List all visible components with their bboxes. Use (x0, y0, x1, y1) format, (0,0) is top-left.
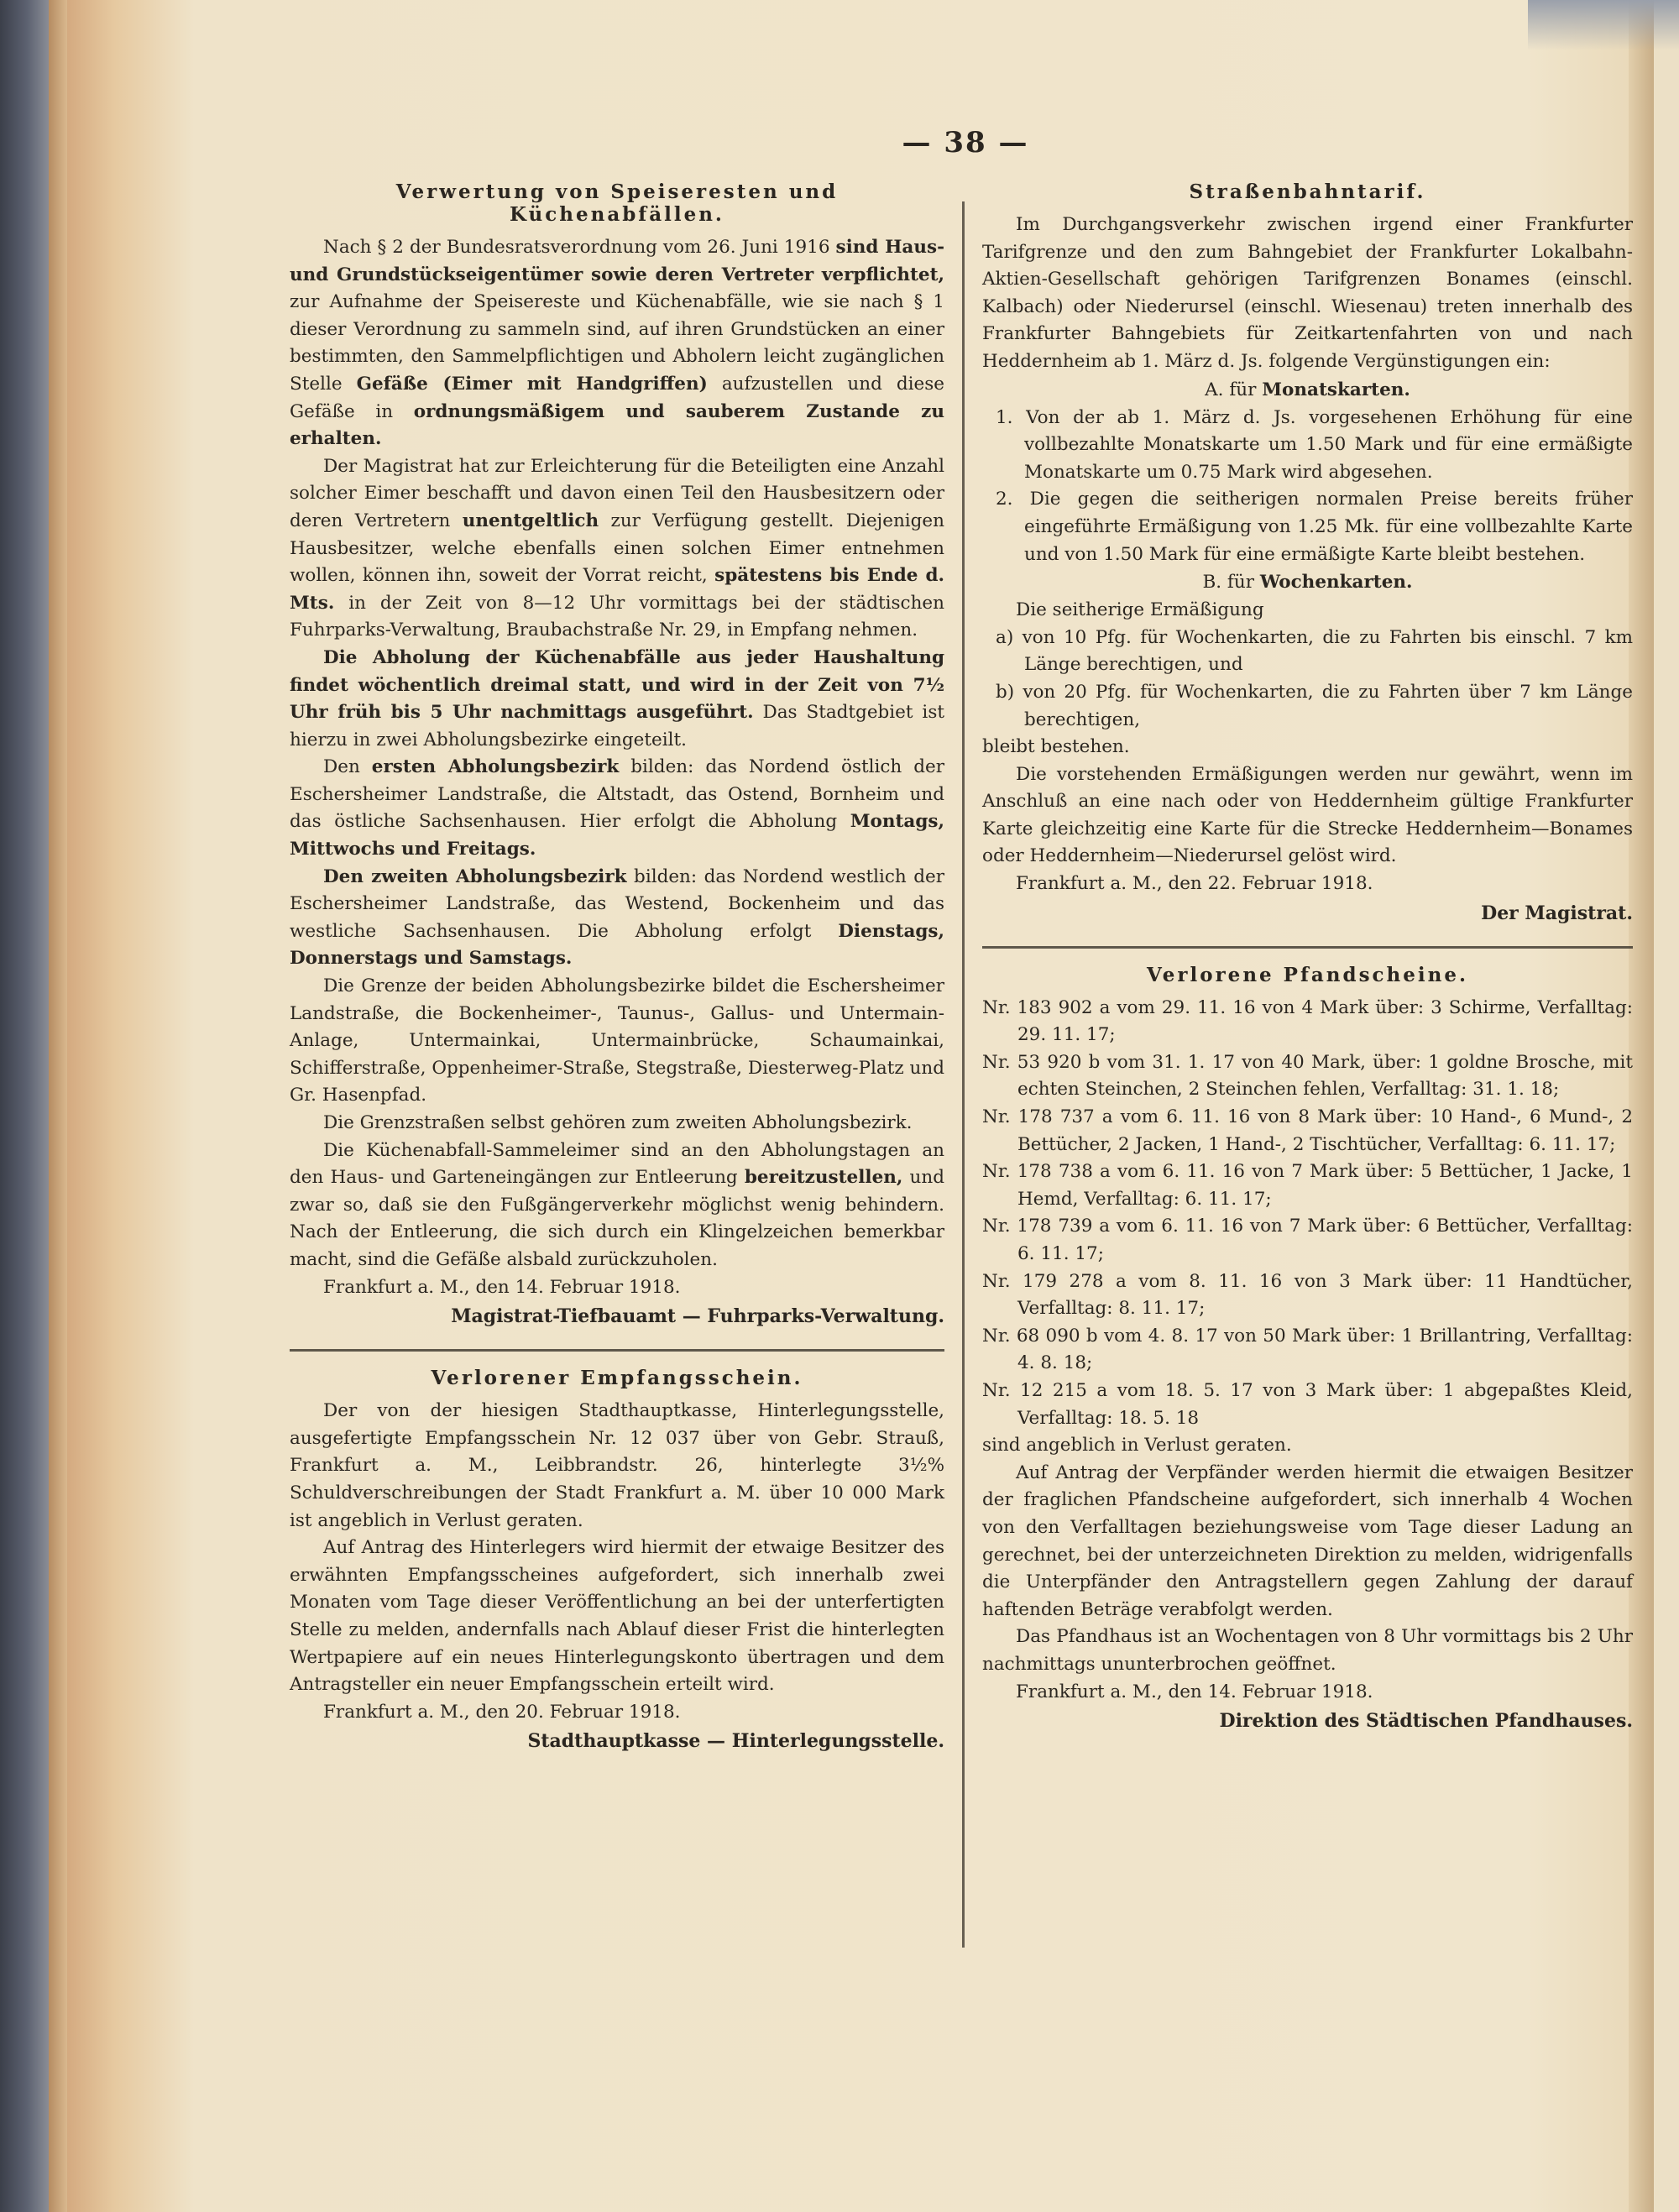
paragraph (290, 754, 944, 863)
paragraph (290, 864, 944, 973)
text: A. für (1205, 379, 1263, 400)
column-divider (962, 201, 965, 1948)
dateline: Frankfurt a. M., den 14. Februar 1918. (1016, 1681, 1373, 1702)
page-number: — 38 — (902, 126, 1029, 159)
paragraph: Auf Antrag des Hinterlegers wird hiermit der etwaige Besitzer des erwähnten Empfangsscheines aufgefordert, sich innerhalb zwei Monaten vom Tage dieser Veröffentlichung an bei der unterfertigten Stelle zu melden, andernfalls nach Ablauf dieser Frist die hinterlegten Wertpapiere auf ein neues Hinterlegungskonto übertragen und dem Antragsteller ein neuer Empfangsschein erteilt wird. (290, 1537, 944, 1696)
text: B. für (1202, 572, 1260, 594)
section-title-empfangsschein: Verlorener Empfangsschein. (431, 1367, 803, 1390)
dateline: Frankfurt a. M., den 14. Februar 1918. (323, 1276, 681, 1298)
bold-text: ordnungsmäßigem und sauberem Zustande zu erhalten. (290, 400, 944, 450)
subheading-wochenkarten (982, 568, 1633, 597)
pawn-ticket-entry: Nr. 178 737 a vom 6. 11. 16 von 8 Mark über: 10 Hand-, 6 Mund-, 2 Bettücher, 2 Jacken, 1 Hand-, 2 Tischtücher, Verfalltag: 6. 11. 17; (982, 1106, 1633, 1155)
list-item: a) von 10 Pfg. für Wochenkarten, die zu Fahrten bis einschl. 7 km Länge berechtigen, und (996, 626, 1633, 676)
pawn-ticket-entry: Nr. 12 215 a vom 18. 5. 17 von 3 Mark über: 1 abgepaßtes Kleid, Verfalltag: 18. 5. 18 (982, 1379, 1633, 1429)
signature: Stadthauptkasse — Hinterlegungsstelle. (527, 1730, 944, 1753)
paragraph (290, 645, 944, 754)
signature: Magistrat-Tiefbauamt — Fuhrparks-Verwaltung. (451, 1305, 944, 1328)
bold-text: sind Haus- und Grundstückseigentümer sowie deren Vertreter verpflichtet, (290, 237, 945, 285)
paragraph (290, 453, 944, 645)
text: Das Stadtgebiet ist hierzu in zwei Abholungsbezirke eingeteilt. (290, 702, 944, 750)
paragraph: Die Grenze der beiden Abholungsbezirke bildet die Eschersheimer Landstraße, die Bockenheimer-, Taunus-, Gallus- und Untermain-Anlage, Untermainkai, Untermainbrücke, Schaumainkai, Schifferstraße, Oppenheimer-Straße, Stegstraße, Diesterweg-Platz und Gr. Hasenpfad. (290, 975, 944, 1106)
dateline: Frankfurt a. M., den 22. Februar 1918. (1016, 873, 1373, 895)
section-rule (290, 1349, 944, 1352)
paragraph: bleibt bestehen. (982, 736, 1130, 758)
paragraph: sind angeblich in Verlust geraten. (982, 1435, 1292, 1456)
list-item: 1. Von der ab 1. März d. Js. vorgesehenen Erhöhung für eine vollbezahlte Monatskarte um 1.50 Mark und für eine ermäßigte Monatskarte um 0.75 Mark wird abgesehen. (996, 406, 1633, 483)
bold-text: Die Abholung der Küchenabfälle aus jeder Haushaltung findet wöchentlich dreimal statt, und wird in der Zeit von 7½ Uhr früh bis 5 Uhr nachmittags ausgeführt. (290, 646, 944, 724)
paragraph: Die Grenzstraßen selbst gehören zum zweiten Abholungsbezirk. (323, 1112, 913, 1133)
paragraph: Die vorstehenden Ermäßigungen werden nur gewährt, wenn im Anschluß an eine nach oder von Heddernheim gültige Frankfurter Karte gleichzeitig eine Karte für die Strecke Heddernheim—Bonames oder Heddernheim—Niederursel gelöst wird. (982, 763, 1633, 867)
list-item: b) von 20 Pfg. für Wochenkarten, die zu Fahrten über 7 km Länge berechtigen, (996, 681, 1633, 730)
pawn-ticket-entry: Nr. 183 902 a vom 29. 11. 16 von 4 Mark über: 3 Schirme, Verfalltag: 29. 11. 17; (982, 996, 1633, 1046)
bold-text: bereitzustellen, (744, 1167, 903, 1189)
pawn-ticket-entry: Nr. 178 738 a vom 6. 11. 16 von 7 Mark über: 5 Bettücher, 1 Jacke, 1 Hemd, Verfalltag: 6. 11. 17; (982, 1161, 1633, 1210)
paragraph (290, 1137, 944, 1274)
bold-text: Den zweiten Abholungsbezirk (323, 865, 627, 887)
pawn-ticket-entry: Nr. 178 739 a vom 6. 11. 16 von 7 Mark über: 6 Bettücher, Verfalltag: 6. 11. 17; (982, 1216, 1633, 1264)
paragraph: Im Durchgangsverkehr zwischen irgend einer Frankfurter Tarifgrenze und den zum Bahngebiet der Frankfurter Lokalbahn-Aktien-Gesellschaft gehörigen Tarifgrenzen Bonames (einschl. Kalbach) oder Niederursel (einschl. Wiesenau) treten innerhalb des Frankfurter Bahngebiets für Zeitkartenfahrten von und nach Heddernheim ab 1. März d. Js. folgende Vergünstigungen ein: (982, 214, 1633, 372)
subheading-monatskarten (982, 376, 1633, 405)
signature: Direktion des Städtischen Pfandhauses. (1219, 1710, 1633, 1733)
cover-corner (1528, 0, 1679, 50)
page-gutter (49, 0, 67, 2212)
paragraph (290, 234, 944, 453)
text: in der Zeit von 8—12 Uhr vormittags bei der städtischen Fuhrparks-Verwaltung, Braubachstraße Nr. 29, in Empfang nehmen. (290, 592, 944, 641)
pawn-ticket-entry: Nr. 53 920 b vom 31. 1. 17 von 40 Mark, über: 1 goldne Brosche, mit echten Steinchen, 2 Steinchen fehlen, Verfalltag: 31. 1. 18; (982, 1051, 1633, 1101)
paragraph: Der von der hiesigen Stadthauptkasse, Hinterlegungsstelle, ausgefertigte Empfangsschein Nr. 12 037 über von Gebr. Strauß, Frankfurt a. M., Leibbrandstr. 26, hinterlegte 3½% Schuldverschreibungen der Stadt Frankfurt a. M. über 10 000 Mark ist angeblich in Verlust geraten. (290, 1400, 944, 1531)
pawn-ticket-entry: Nr. 68 090 b vom 4. 8. 17 von 50 Mark über: 1 Brillantring, Verfalltag: 4. 8. 18; (982, 1325, 1633, 1374)
bold-text: Gefäße (Eimer mit Handgriffen) (356, 373, 708, 395)
bold-text: Montags, Mittwochs und Freitags. (290, 811, 944, 860)
text: zur Verfügung gestellt. Diejenigen Hausbesitzer, welche ebenfalls einen solchen Eimer entnehmen wollen, können ihn, soweit der Vorrat reicht, (290, 510, 945, 587)
dateline: Frankfurt a. M., den 20. Februar 1918. (323, 1701, 681, 1723)
text: aufzustellen und diese Gefäße in (290, 373, 944, 422)
text: bilden: das Nordend westlich der Eschersheimer Landstraße, das Westend, Bockenheim und das westliche Sachsenhausen. Die Abholung erfolgt (290, 865, 944, 942)
left-column (290, 180, 944, 1755)
section-rule (982, 946, 1633, 949)
text: Die Küchenabfall-Sammeleimer sind an den Abholungstagen an den Haus- und Garteneingängen zur Entleerung (290, 1139, 944, 1189)
text: Den (323, 756, 372, 778)
right-column (982, 180, 1633, 1735)
signature: Der Magistrat. (1481, 902, 1633, 924)
bold-text: spätestens bis Ende d. Mts. (290, 565, 944, 614)
bold-text: unentgeltlich (462, 510, 599, 531)
book-binding (0, 0, 49, 2212)
paragraph: Die seitherige Ermäßigung (1016, 599, 1264, 621)
paragraph: Auf Antrag der Verpfänder werden hiermit die etwaigen Besitzer der fraglichen Pfandscheine aufgefordert, sich innerhalb 4 Wochen von den Verfalltagen beziehungsweise vom Tage dieser Ladung an gerechnet, bei der unterzeichneten Direktion zu melden, widrigenfalls die Unterpfänder den Antragstellern gegen Zahlung der darauf haftenden Beträge verabfolgt werden. (982, 1462, 1633, 1620)
section-title-kuechenabfaelle: Verwertung von Speiseresten und Küchenabfällen. (395, 180, 839, 226)
paragraph: Das Pfandhaus ist an Wochentagen von 8 Uhr vormittags bis 2 Uhr nachmittags ununterbrochen geöffnet. (982, 1626, 1633, 1675)
pawn-ticket-entry: Nr. 179 278 a vom 8. 11. 16 von 3 Mark über: 11 Handtücher, Verfalltag: 8. 11. 17; (982, 1270, 1633, 1320)
list-item: 2. Die gegen die seitherigen normalen Preise bereits früher eingeführte Ermäßigung von 1.25 Mk. für eine vollbezahlte Karte und von 1.50 Mark für eine ermäßigte Karte bleibt bestehen. (996, 489, 1633, 565)
text: Nach § 2 der Bundesratsverordnung vom 26. Juni 1916 (323, 237, 836, 258)
text: zur Aufnahme der Speisereste und Küchenabfälle, wie sie nach § 1 dieser Verordnung zu sammeln sind, auf ihren Grundstücken an einer bestimmten, den Sammelpflichtigen und Abholern leicht zugänglichen Stelle (290, 291, 944, 395)
bold-text: ersten Abholungsbezirk (371, 756, 620, 778)
bold-text: Dienstags, Donnerstags und Samstags. (290, 920, 944, 970)
section-title-strassenbahntarif: Straßenbahntarif. (1189, 180, 1426, 203)
bold-text: Wochenkarten. (1259, 572, 1413, 594)
text: Der Magistrat hat zur Erleichterung für die Beteiligten eine Anzahl solcher Eimer beschafft und davon einen Teil den Hausbesitzern oder deren Vertretern (290, 455, 944, 531)
section-title-pfandscheine: Verlorene Pfandscheine. (1147, 963, 1468, 986)
text: und zwar so, daß sie den Fußgängerverkehr möglichst wenig behindern. Nach der Entleerung, die sich durch ein Klingelzeichen bemerkbar macht, sind die Gefäße alsbald zurückzuholen. (290, 1167, 944, 1270)
text: bilden: das Nordend östlich der Eschersheimer Landstraße, die Altstadt, das Ostend, Bornheim und das östliche Sachsenhausen. Hier erfolgt die Abholung (290, 756, 945, 833)
bold-text: Monatskarten. (1262, 379, 1410, 400)
